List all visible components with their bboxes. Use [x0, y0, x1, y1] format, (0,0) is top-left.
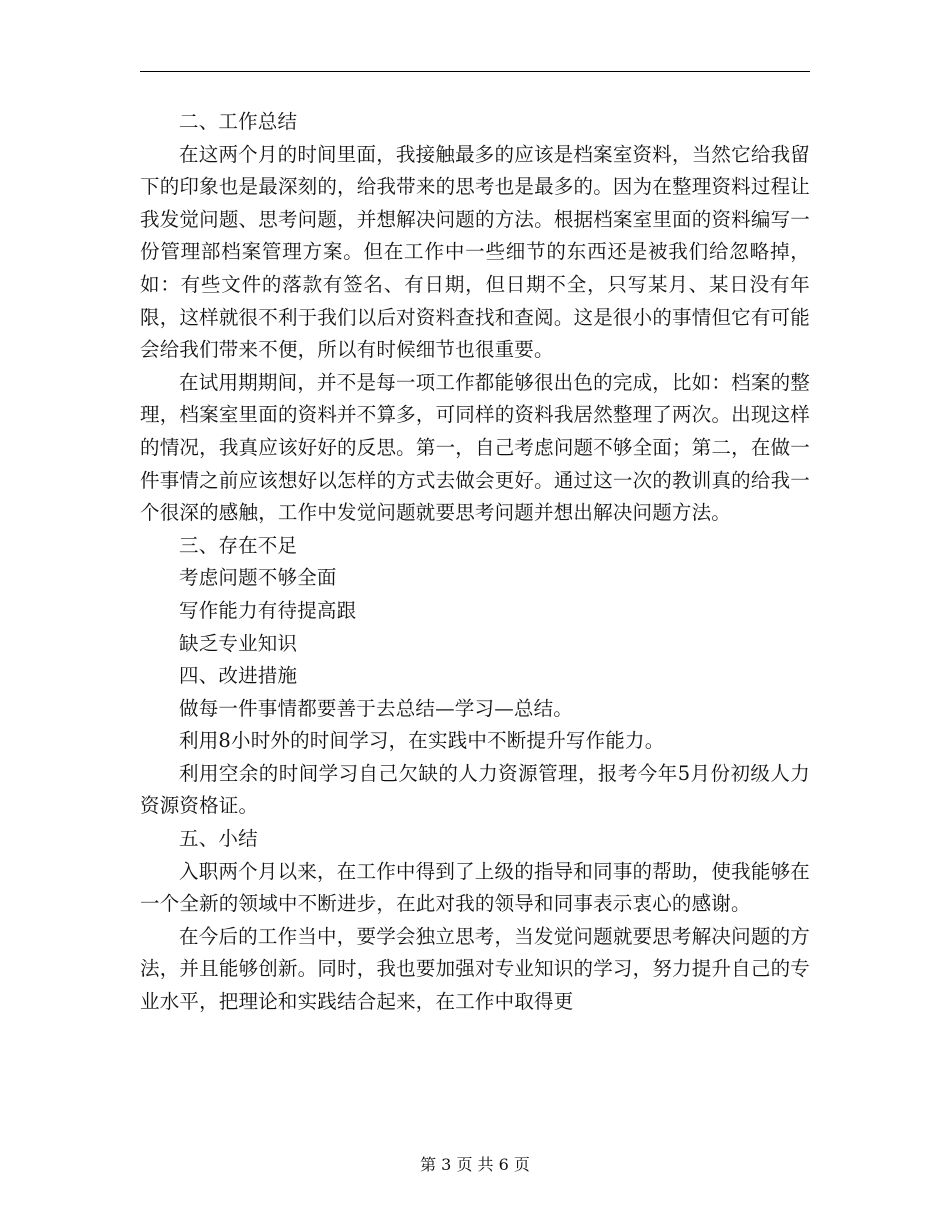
header-rule — [140, 71, 810, 72]
list-item: 写作能力有待提高跟 — [179, 598, 357, 622]
paragraph: 入职两个月以来，在工作中得到了上级的指导和同事的帮助，使我能够在一个全新的领域中不断进步，在此对我的领导和同事表示衷心的感谢。 — [140, 859, 810, 916]
list-item: 考虑问题不够全面 — [179, 566, 337, 590]
section-heading-shortcomings: 三、存在不足 — [179, 533, 298, 557]
paragraph: 在今后的工作当中，要学会独立思考，当发觉问题就要思考解决问题的方法，并且能够创新。同时，我也要加强对专业知识的学习，努力提升自己的专业水平，把理论和实践结合起来，在工作中取得更 — [140, 924, 810, 1014]
page-number: 第 3 页 共 6 页 — [420, 1155, 530, 1174]
section-heading-summary: 二、工作总结 — [179, 110, 298, 133]
section-heading-improvements: 四、改进措施 — [179, 664, 298, 688]
list-item: 做每一件事情都要善于去总结—学习—总结。 — [179, 696, 574, 720]
list-item: 利用空余的时间学习自己欠缺的人力资源管理，报考今年5月份初级人力资源资格证。 — [140, 761, 810, 818]
paragraph: 在这两个月的时间里面，我接触最多的应该是档案室资料，当然它给我留下的印象也是最深刻的，给我带来的思考也是最多的。因为在整理资料过程让我发觉问题、思考问题，并想解决问题的方法。根据档案室里面的资料编写一份管理部档案管理方案。但在工作中一些细节的东西还是被我们给忽略掉，如：有些文件的落款有签名、有日期，但日期不全，只写某月、某日没有年限，这样就很不利于我们以后对资料查找和查阅。这是很小的事情但它有可能会给我们带来不便，所以有时候细节也很重要。 — [140, 142, 810, 362]
section-heading-conclusion: 五、小结 — [179, 827, 258, 851]
list-item: 利用8小时外的时间学习，在实践中不断提升写作能力。 — [179, 729, 665, 753]
list-item: 缺乏专业知识 — [179, 631, 298, 655]
document-body — [140, 106, 810, 1019]
paragraph: 在试用期期间，并不是每一项工作都能够很出色的完成，比如：档案的整理，档案室里面的资料并不算多，可同样的资料我居然整理了两次。出现这样的情况，我真应该好好的反思。第一，自己考虑问题不够全面；第二，在做一件事情之前应该想好以怎样的方式去做会更好。通过这一次的教训真的给我一个很深的感触，工作中发觉问题就要思考问题并想出解决问题方法。 — [140, 370, 810, 525]
